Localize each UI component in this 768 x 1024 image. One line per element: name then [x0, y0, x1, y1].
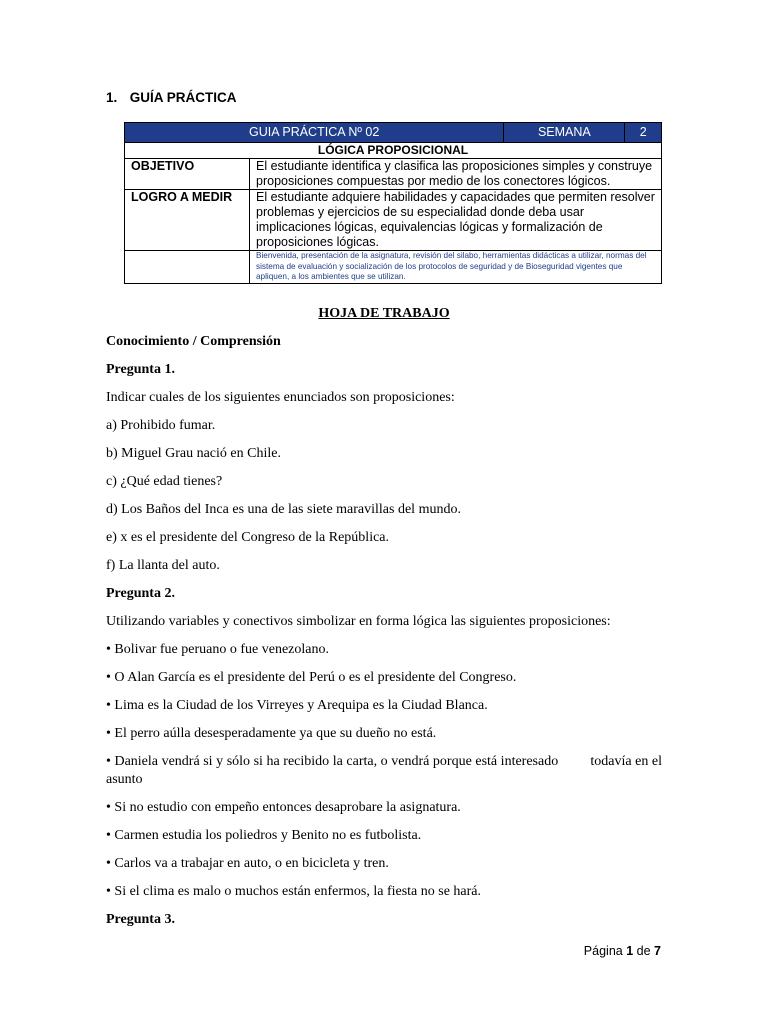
question1-item: e) x es el presidente del Congreso de la República. — [106, 530, 390, 545]
objective-label: OBJETIVO — [125, 159, 250, 190]
guide-table — [124, 122, 662, 284]
question2-item: • Bolivar fue peruano o fue venezolano. — [106, 642, 329, 657]
guide-table-header-row — [125, 123, 662, 143]
week-label-cell: SEMANA — [504, 123, 625, 143]
subtitle: Conocimiento / Comprensión — [106, 334, 281, 349]
question2-item: • Daniela vendrá si y sólo si ha recibido la carta, o vendrá porque está interesado todavía en el asunto — [106, 754, 666, 787]
page-of-label: de — [636, 944, 651, 958]
question1-title: Pregunta 1. — [106, 362, 175, 377]
objective-text: El estudiante identifica y clasifica las proposiciones simples y construye proposiciones compuestas por medio de los conectores lógicos. — [250, 159, 662, 190]
objective-row — [125, 159, 662, 190]
question2-item: • El perro aúlla desesperadamente ya que su dueño no está. — [106, 726, 437, 741]
section-number: 1. — [106, 90, 118, 105]
achievement-row — [125, 190, 662, 251]
guide-title-cell: GUIA PRÁCTICA Nº 02 — [125, 123, 504, 143]
question1-item: c) ¿Qué edad tienes? — [106, 474, 223, 489]
section-heading — [106, 90, 237, 105]
page-label: Página — [583, 944, 623, 958]
question2-item: • O Alan García es el presidente del Perú o es el presidente del Congreso. — [106, 670, 517, 685]
question2-item: • Lima es la Ciudad de los Virreyes y Arequipa es la Ciudad Blanca. — [106, 698, 488, 713]
total-pages-number: 7 — [654, 944, 661, 958]
worksheet-content — [106, 333, 666, 939]
question2-item: • Carlos va a trabajar en auto, o en bicicleta y tren. — [106, 856, 389, 871]
question1-item: f) La llanta del auto. — [106, 558, 220, 573]
question1-item: a) Prohibido fumar. — [106, 418, 216, 433]
page-footer — [584, 944, 661, 958]
week-value-cell: 2 — [625, 123, 662, 143]
question2-item: • Si el clima es malo o muchos están enfermos, la fiesta no se hará. — [106, 884, 482, 899]
achievement-label: LOGRO A MEDIR — [125, 190, 250, 251]
note-empty-cell — [125, 251, 250, 284]
section-title: GUÍA PRÁCTICA — [129, 90, 237, 105]
worksheet-title: HOJA DE TRABAJO — [318, 306, 450, 321]
question1-item: d) Los Baños del Inca es una de las siete maravillas del mundo. — [106, 502, 461, 517]
topic-cell: LÓGICA PROPOSICIONAL — [125, 143, 662, 159]
achievement-text: El estudiante adquiere habilidades y capacidades que permiten resolver problemas y ejercicios de su especialidad donde deba usar implicaciones lógicas, equivalencias lógicas y formalización de proposiciones lógicas. — [250, 190, 662, 251]
question3-title: Pregunta 3. — [106, 912, 175, 927]
question2-title: Pregunta 2. — [106, 586, 175, 601]
question1-prompt: Indicar cuales de los siguientes enunciados son proposiciones: — [106, 390, 455, 405]
question1-item: b) Miguel Grau nació en Chile. — [106, 446, 281, 461]
current-page-number: 1 — [626, 944, 634, 958]
question2-item: • Si no estudio con empeño entonces desaprobare la asignatura. — [106, 800, 461, 815]
note-row — [125, 251, 662, 284]
question2-prompt: Utilizando variables y conectivos simbolizar en forma lógica las siguientes proposiciones: — [106, 614, 611, 629]
note-text: Bienvenida, presentación de la asignatura, revisión del silabo, herramientas didácticas a utilizar, normas del sistema de evaluación y socialización de los protocolos de seguridad y de Bioseguridad vigentes que apliquen, a los ambientes que se utilizan. — [250, 251, 662, 284]
topic-row — [125, 143, 662, 159]
question2-item: • Carmen estudia los poliedros y Benito no es futbolista. — [106, 828, 422, 843]
